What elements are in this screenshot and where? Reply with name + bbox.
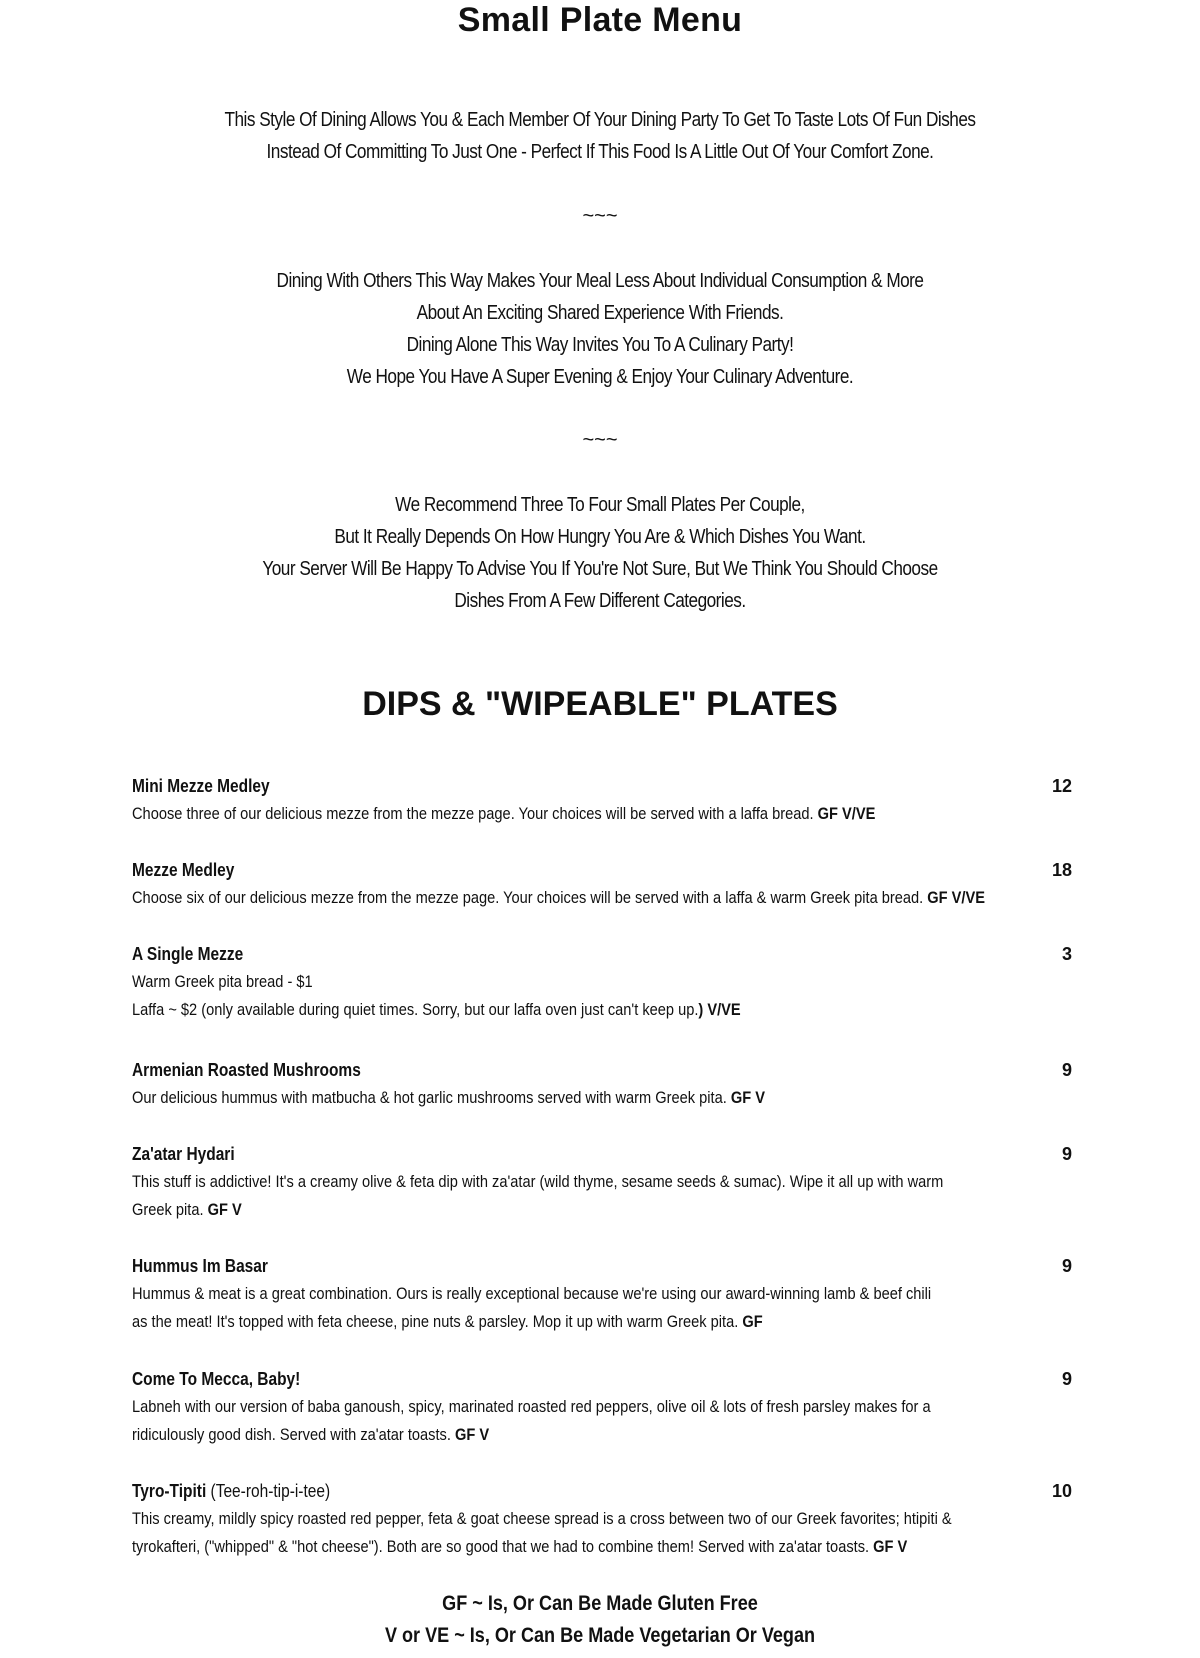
menu-item (132, 772, 1072, 828)
description-text: tyrokafteri, ("whipped" & "hot cheese"). Both are so good that we had to combine them! Served with za'atar toasts. (132, 1537, 870, 1556)
intro-line: We Hope You Have A Super Evening & Enjoy Your Culinary Adventure. (346, 366, 854, 388)
item-price: 9 (1061, 1060, 1072, 1080)
item-name: Za'atar Hydari (132, 1144, 235, 1164)
item-name: Hummus Im Basar (132, 1256, 268, 1276)
item-description (132, 1393, 940, 1421)
page-title: Small Plate Menu (457, 1, 743, 39)
intro-line: About An Exciting Shared Experience With Friends. (416, 302, 784, 324)
item-name: Armenian Roasted Mushrooms (132, 1060, 361, 1080)
pronunciation: (Tee-roh-tip-i-tee) (210, 1481, 331, 1501)
item-price: 10 (1051, 1481, 1072, 1501)
intro-line: But It Really Depends On How Hungry You Are & Which Dishes You Want. (334, 526, 866, 548)
item-price: 9 (1061, 1256, 1072, 1276)
item-price: 3 (1061, 944, 1072, 964)
intro-line: Dining Alone This Way Invites You To A Culinary Party! (406, 334, 794, 356)
item-description (132, 1421, 940, 1449)
dietary-legend (84, 1588, 1116, 1652)
legend-line: V or VE ~ Is, Or Can Be Made Vegetarian Or Vegan (384, 1624, 816, 1647)
item-price: 9 (1061, 1369, 1072, 1389)
item-description (132, 1196, 940, 1224)
intro-line: Instead Of Committing To Just One - Perfect If This Food Is A Little Out Of Your Comfort Zone. (266, 141, 934, 163)
item-description (132, 1168, 944, 1196)
separator: ~~~ (582, 429, 618, 451)
item-name: Come To Mecca, Baby! (132, 1369, 301, 1389)
menu-item (132, 1056, 1072, 1112)
intro-line: We Recommend Three To Four Small Plates Per Couple, (395, 494, 805, 516)
dietary-tags: GF V/VE (927, 888, 985, 907)
dietary-tags: GF (742, 1312, 763, 1331)
intro-line: This Style Of Dining Allows You & Each Member Of Your Dining Party To Get To Taste Lots Of Fun Dishes (224, 109, 976, 131)
separator: ~~~ (582, 205, 618, 227)
description-text: Choose six of our delicious mezze from the mezze page. Your choices will be served with a laffa & warm Greek pita bread. (132, 888, 924, 907)
item-price: 12 (1051, 776, 1072, 796)
item-description (132, 1533, 940, 1561)
intro-paragraph-1 (84, 104, 1116, 168)
section-heading: DIPS & "WIPEABLE" PLATES (362, 685, 838, 723)
legend-line: GF ~ Is, Or Can Be Made Gluten Free (442, 1592, 758, 1615)
item-name: A Single Mezze (132, 944, 244, 964)
intro-paragraph-3 (84, 489, 1116, 617)
description-text: This creamy, mildly spicy roasted red pepper, feta & goat cheese spread is a cross between two of our Greek favorites; htipiti & (132, 1509, 952, 1528)
description-text: Hummus & meat is a great combination. Ours is really exceptional because we're using our award-winning lamb & beef chili (132, 1284, 932, 1303)
menu-item (132, 1477, 1072, 1561)
intro-line: Dishes From A Few Different Categories. (454, 590, 746, 612)
item-name-text: Tyro-Tipiti (132, 1481, 207, 1501)
description-text: Our delicious hummus with matbucha & hot garlic mushrooms served with warm Greek pita. (132, 1088, 727, 1107)
description-text: This stuff is addictive! It's a creamy olive & feta dip with za'atar (wild thyme, sesame seeds & sumac). Wipe it all up with warm (132, 1172, 944, 1191)
dietary-tags: GF V (454, 1425, 490, 1444)
item-name (132, 1477, 330, 1505)
menu-item (132, 1365, 1072, 1449)
menu-item (132, 856, 1072, 912)
menu-item (132, 1140, 1072, 1224)
item-description (132, 1308, 940, 1336)
item-description (132, 968, 940, 996)
item-name: Mini Mezze Medley (132, 776, 270, 796)
dietary-tags: GF V/VE (817, 804, 876, 823)
menu-item (132, 1252, 1072, 1336)
dietary-tags: ) V/VE (698, 1000, 741, 1019)
item-description (132, 1280, 940, 1308)
description-text: Greek pita. (132, 1200, 204, 1219)
description-text: Choose three of our delicious mezze from the mezze page. Your choices will be served with a laffa bread. (132, 804, 814, 823)
item-price: 18 (1051, 860, 1072, 880)
item-description (132, 1084, 940, 1112)
intro-line: Your Server Will Be Happy To Advise You If You're Not Sure, But We Think You Should Choose (262, 558, 938, 580)
item-description (132, 996, 940, 1024)
item-name: Mezze Medley (132, 860, 235, 880)
intro-line: Dining With Others This Way Makes Your Meal Less About Individual Consumption & More (276, 270, 924, 292)
description-text: ridiculously good dish. Served with za'atar toasts. (132, 1425, 451, 1444)
description-text: Warm Greek pita bread - $1 (132, 972, 313, 991)
menu-item (132, 940, 1072, 1024)
item-price: 9 (1061, 1144, 1072, 1164)
description-text: Laffa ~ $2 (only available during quiet times. Sorry, but our laffa oven just can't keep up. (132, 1000, 699, 1019)
intro-paragraph-2 (84, 265, 1116, 393)
description-text: Labneh with our version of baba ganoush, spicy, marinated roasted red peppers, olive oil & lots of fresh parsley makes for a (132, 1397, 931, 1416)
dietary-tags: GF V (207, 1200, 242, 1219)
item-description (132, 800, 940, 828)
item-description (132, 884, 985, 912)
description-text: as the meat! It's topped with feta cheese, pine nuts & parsley. Mop it up with warm Greek pita. (132, 1312, 739, 1331)
dietary-tags: GF V (873, 1537, 908, 1556)
item-description (132, 1505, 952, 1533)
dietary-tags: GF V (730, 1088, 765, 1107)
